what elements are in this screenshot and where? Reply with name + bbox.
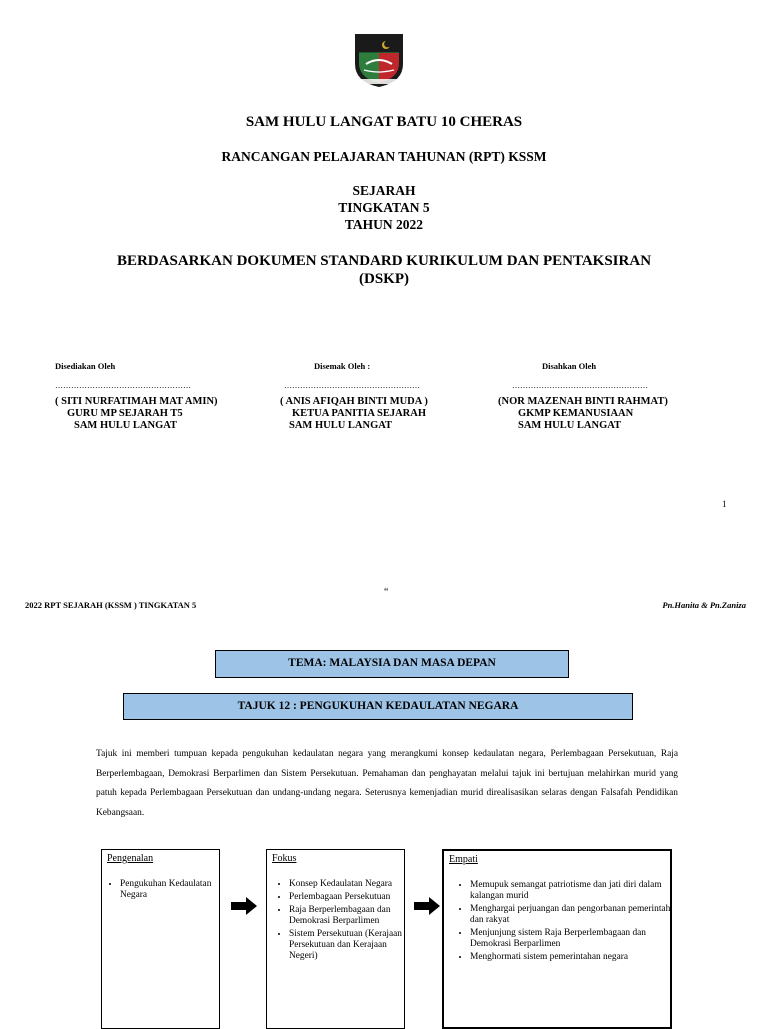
card-list <box>456 880 675 965</box>
card-list <box>106 879 226 903</box>
subject-title: SEJARAH <box>352 183 416 198</box>
list-item: • Memupuk semangat patriotisme dan jati diri dalam kalangan murid <box>470 880 675 902</box>
card-list <box>275 879 405 964</box>
signature-dots: …………………………………………… <box>512 381 648 390</box>
quote-mark: “ <box>384 587 389 598</box>
list-item: • Menghormati sistem pemerintahan negara <box>470 952 675 963</box>
school-crest-icon <box>352 30 406 88</box>
signature-dots: …………………………………………… <box>284 381 420 390</box>
topic-intro-paragraph: Tajuk ini memberi tumpuan kepada pengukuhan kedaulatan negara yang merangkumi konsep kedaulatan negara, Perlembagaan Persekutuan, Raja Berperlembagaan, Demokrasi Berparlimen dan Sistem Persekutuan. Pemahaman dan penghayatan melalui tajuk ini bertujuan melahirkan murid yang patuh kepada Perlembagaan Persekutuan dan undang-undang negara. Seterusnya kemenjadian murid direalisasikan selaras dengan Falsafah Pendidikan Kebangsaan. <box>96 749 678 818</box>
form-title: TINGKATAN 5 <box>338 200 430 215</box>
card-fokus <box>266 849 405 1029</box>
card-pengenalan <box>101 849 220 1029</box>
plan-title: RANCANGAN PELAJARAN TAHUNAN (RPT) KSSM <box>221 149 547 164</box>
signature-role: KETUA PANITIA SEJARAH <box>292 408 426 419</box>
signature-heading: Disahkan Oleh <box>542 361 597 371</box>
basis-line-2: (DSKP) <box>359 271 409 287</box>
topic-box: TAJUK 12 : PENGUKUHAN KEDAULATAN NEGARA <box>123 693 633 720</box>
signature-dots: …………………………………………… <box>55 381 191 390</box>
page-header-right: Pn.Hanita & Pn.Zaniza <box>662 600 746 610</box>
list-item: • Konsep Kedaulatan Negara <box>289 879 405 890</box>
year-title: TAHUN 2022 <box>344 217 424 232</box>
card-title: Empati <box>449 854 478 865</box>
signature-heading: Disediakan Oleh <box>55 361 116 371</box>
theme-box: TEMA: MALAYSIA DAN MASA DEPAN <box>215 650 569 678</box>
list-item: • Perlembagaan Persekutuan <box>289 892 405 903</box>
right-arrow-icon <box>231 897 257 915</box>
list-item: • Menjunjung sistem Raja Berperlembagaan dan Demokrasi Berparlimen <box>470 928 675 950</box>
signature-name: ( SITI NURFATIMAH MAT AMIN) <box>55 396 218 407</box>
card-title: Pengenalan <box>107 853 154 864</box>
card-empati <box>442 849 672 1029</box>
page-header-left: 2022 RPT SEJARAH (KSSM ) TINGKATAN 5 <box>25 600 197 610</box>
right-arrow-icon <box>414 897 440 915</box>
basis-line-1: BERDASARKAN DOKUMEN STANDARD KURIKULUM DAN PENTAKSIRAN <box>116 253 652 269</box>
signature-name: ( ANIS AFIQAH BINTI MUDA ) <box>280 396 428 407</box>
list-item: • Sistem Persekutuan (Kerajaan Persekutuan dan Kerajaan Negeri) <box>289 929 405 962</box>
signature-heading: Disemak Oleh : <box>314 361 371 371</box>
list-item: • Pengukuhan Kedaulatan Negara <box>120 879 226 901</box>
signature-role: GURU MP SEJARAH T5 <box>67 408 183 419</box>
signature-school: SAM HULU LANGAT <box>74 420 178 431</box>
list-item: • Raja Berperlembagaan dan Demokrasi Berparlimen <box>289 905 405 927</box>
list-item: • Menghargai perjuangan dan pengorbanan pemerintah dan rakyat <box>470 904 675 926</box>
signature-school: SAM HULU LANGAT <box>289 420 393 431</box>
signature-name: (NOR MAZENAH BINTI RAHMAT) <box>498 396 668 407</box>
school-name: SAM HULU LANGAT BATU 10 CHERAS <box>245 114 523 130</box>
signature-role: GKMP KEMANUSIAAN <box>518 408 634 419</box>
card-title: Fokus <box>272 853 297 864</box>
signature-school: SAM HULU LANGAT <box>518 420 622 431</box>
page-number: 1 <box>722 499 727 509</box>
